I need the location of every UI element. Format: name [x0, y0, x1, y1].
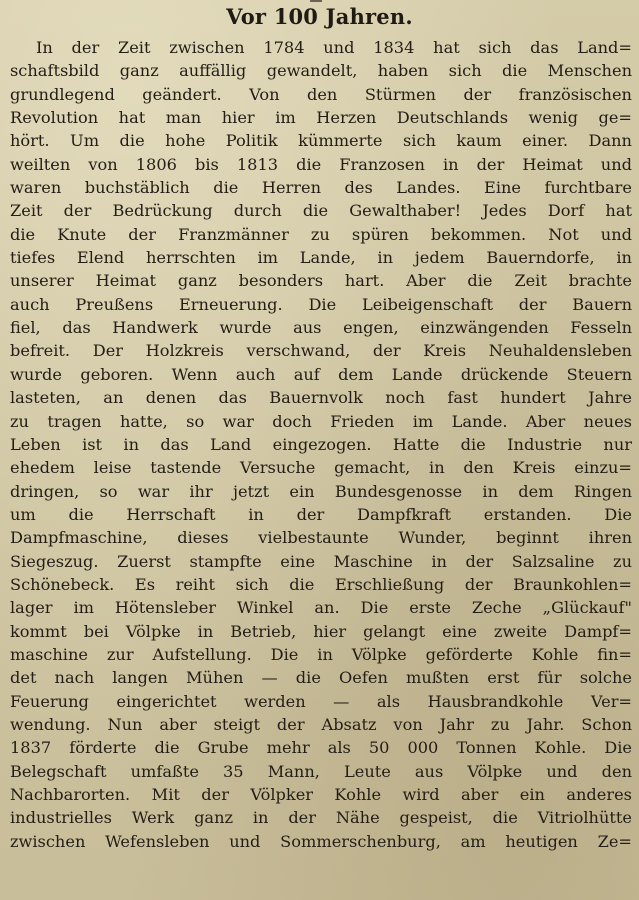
article-line: det nach langen Mühen — die Oefen mußten erst für solche [10, 668, 632, 688]
article-line: wurde geboren. Wenn auch auf dem Lande drückende Steuern [10, 364, 632, 384]
article-line: grundlegend geändert. Von den Stürmen der französischen [10, 84, 632, 104]
article-line: unserer Heimat ganz besonders hart. Aber die Zeit brachte [10, 271, 632, 291]
article-line: zu tragen hatte, so war doch Frieden im Lande. Aber neues [10, 411, 632, 431]
article-line: waren buchstäblich die Herren des Landes. Eine furchtbare [10, 178, 632, 198]
article-line: Leben ist in das Land eingezogen. Hatte die Industrie nur [10, 434, 632, 454]
article-line: Revolution hat man hier im Herzen Deutschlands wenig ge= [10, 108, 632, 128]
article-line: hört. Um die hohe Politik kümmerte sich kaum einer. Dann [10, 131, 632, 151]
article-line: um die Herrschaft in der Dampfkraft erstanden. Die [10, 504, 632, 524]
column-rule-mark [310, 0, 322, 2]
article-line: dringen, so war ihr jetzt ein Bundesgenosse in dem Ringen [10, 481, 632, 501]
article-line: lasteten, an denen das Bauernvolk noch fast hundert Jahre [10, 388, 632, 408]
article-line: befreit. Der Holzkreis verschwand, der Kreis Neuhaldensleben [10, 341, 632, 361]
article-line: 1837 förderte die Grube mehr als 50 000 Tonnen Kohle. Die [10, 738, 632, 758]
article-line: auch Preußens Erneuerung. Die Leibeigenschaft der Bauern [10, 294, 632, 314]
article-line: ehedem leise tastende Versuche gemacht, in den Kreis einzu= [10, 458, 632, 478]
article-line: tiefes Elend herrschten im Lande, in jedem Bauerndorfe, in [10, 248, 632, 268]
article-line: zwischen Wefensleben und Sommerschenburg, am heutigen Ze= [10, 831, 632, 851]
article-line: weilten von 1806 bis 1813 die Franzosen in der Heimat und [10, 154, 632, 174]
article-line: Belegschaft umfaßte 35 Mann, Leute aus Völpke und den [10, 761, 632, 781]
article-line: industrielles Werk ganz in der Nähe gespeist, die Vitriolhütte [10, 808, 632, 828]
article-line: Zeit der Bedrückung durch die Gewalthaber! Jedes Dorf hat [10, 201, 632, 221]
article-line: schaftsbild ganz auffällig gewandelt, haben sich die Menschen [10, 61, 632, 81]
article-line: lager im Hötensleber Winkel an. Die erste Zeche „Glückauf" [10, 598, 632, 618]
article-line: Feuerung eingerichtet werden — als Hausbrandkohle Ver= [10, 691, 632, 711]
article-body [10, 36, 632, 853]
article-line: wendung. Nun aber steigt der Absatz von Jahr zu Jahr. Schon [10, 714, 632, 734]
article-line: maschine zur Aufstellung. Die in Völpke geförderte Kohle fin= [10, 644, 632, 664]
article-line: Dampfmaschine, dieses vielbestaunte Wunder, beginnt ihren [10, 528, 632, 548]
article-line: In der Zeit zwischen 1784 und 1834 hat sich das Land= [36, 38, 632, 57]
article-line: Siegeszug. Zuerst stampfte eine Maschine in der Salzsaline zu [10, 551, 632, 571]
article-line: fiel, das Handwerk wurde aus engen, einzwängenden Fesseln [10, 318, 632, 338]
article-headline: Vor 100 Jahren. [226, 4, 413, 29]
article-line: Nachbarorten. Mit der Völpker Kohle wird aber ein anderes [10, 785, 632, 804]
article-line: Schönebeck. Es reiht sich die Erschließung der Braunkohlen= [10, 574, 632, 594]
article-line: die Knute der Franzmänner zu spüren bekommen. Not und [10, 224, 632, 244]
article-line: kommt bei Völpke in Betrieb, hier gelangt eine zweite Dampf= [10, 621, 632, 641]
